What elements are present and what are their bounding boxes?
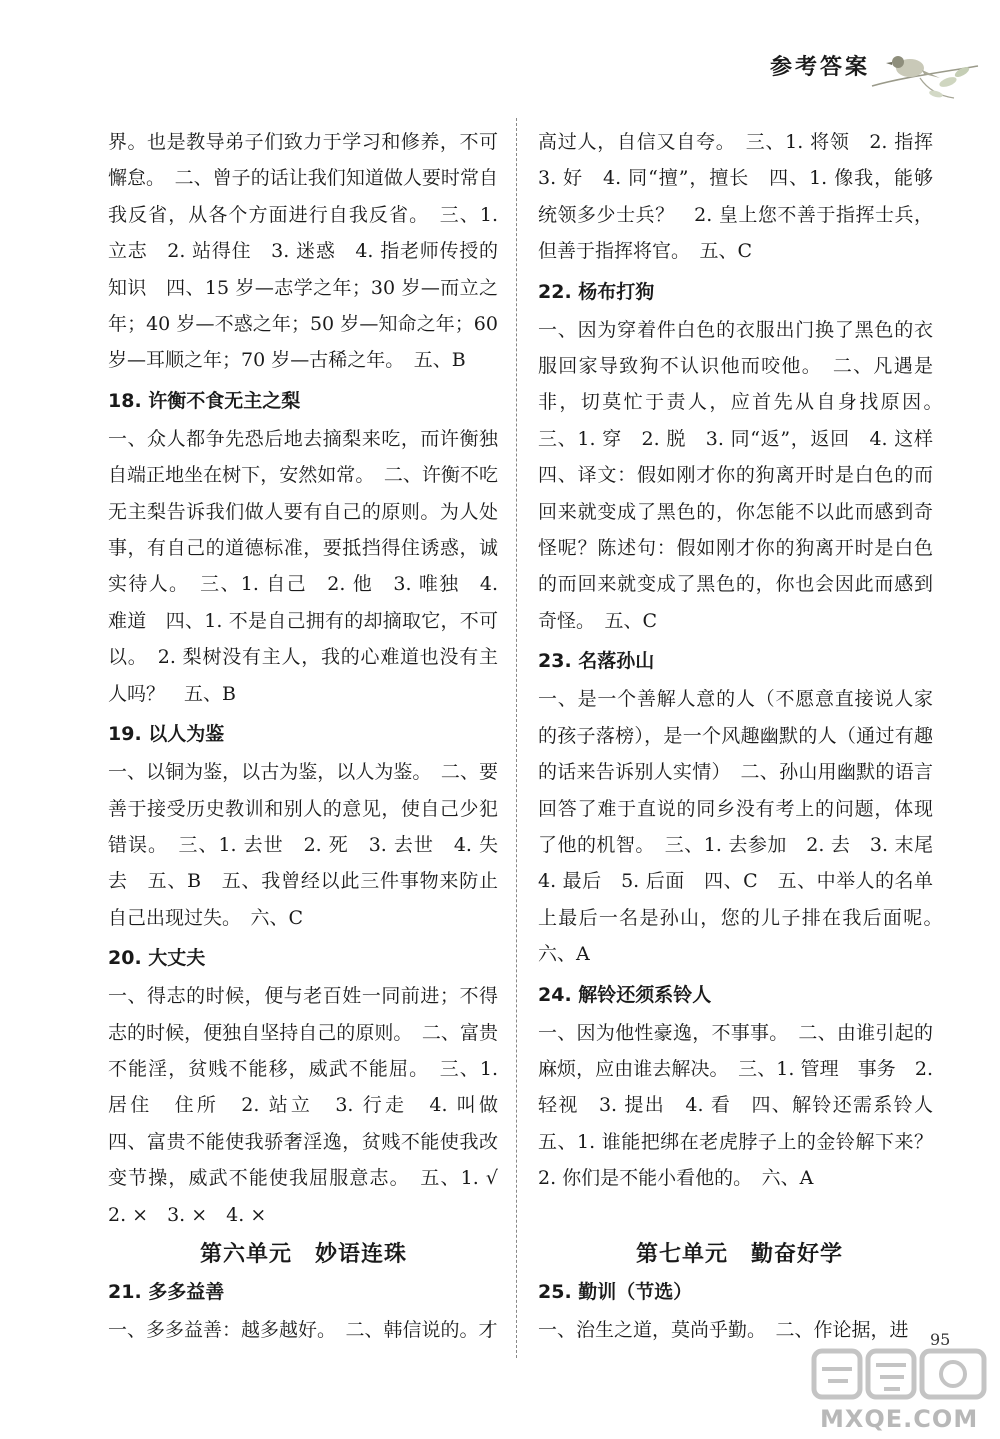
section-title: 23. 名落孙山 — [538, 650, 655, 673]
left-column — [108, 124, 518, 1233]
section-21 — [108, 1270, 498, 1348]
section-23 — [538, 643, 953, 972]
bird-branch-icon — [870, 38, 980, 108]
section-25 — [538, 1270, 933, 1348]
section-text: 一、众人都争先恐后地去摘梨来吃，而许衡独自端正地坐在树下，安然如常。 二、许衡不吃无主梨告诉我们做人要有自己的原则。为人处事，有自己的道德标准，要抵挡得住诱惑，诚实待人。 三、1. 自己 2. 他 3. 唯独 4. 难道 四、1. 不是自己拥有的却摘取它，不可以。 2. 梨树没有主人，我的心难道也没有主人吗？ 五、B — [108, 427, 498, 705]
unit-title-seven: 第七单元 勤奋好学 — [636, 1241, 844, 1267]
section-22 — [538, 274, 953, 640]
page-number: 95 — [930, 1330, 951, 1349]
section-text: 一、因为穿着件白色的衣服出门换了黑色的衣服回家导致狗不认识他而咬他。 二、凡遇是非，切莫忙于责人，应首先从自身找原因。 三、1. 穿 2. 脱 3. 同“返”，返回 4. 这样 四、译文：假如刚才你的狗离开时是白色的而回来就变成了黑色的，你怎能不以此而感到奇怪呢？陈述句：假如刚才你的狗离开时是白色的而回来就变成了黑色的，你也会因此而感到奇怪。 五、C — [538, 318, 953, 632]
right-column — [538, 124, 953, 1197]
section-24 — [538, 977, 953, 1197]
section-19 — [108, 716, 498, 936]
section-20 — [108, 940, 518, 1233]
left-intro-text: 界。也是教导弟子们致力于学习和修养，不可懈怠。 二、曾子的话让我们知道做人要时常自我反省，从各个方面进行自我反省。 三、1. 立志 2. 站得住 3. 迷惑 4. 指老师传授的知识 四、15 岁—志学之年；30 岁—而立之年；40 岁—不惑之年；50 岁—知命之年；60 岁—耳顺之年；70 岁—古稀之年。 五、B — [108, 131, 498, 372]
section-text: 一、是一个善解人意的人（不愿意直接说人家的孩子落榜），是一个风趣幽默的人（通过有趣的话来告诉别人实情） 二、孙山用幽默的语言回答了难于直说的同乡没有考上的问题，体现了他的机智。 三、1. 去参加 2. 去 3. 末尾 4. 最后 5. 后面 四、C 五、中举人的名单上最后一名是孙山，您的儿子排在我后面呢。 六、A — [538, 688, 953, 966]
section-title: 20. 大丈夫 — [108, 947, 206, 970]
section-18 — [108, 383, 498, 712]
header-title: 参考答案 — [770, 55, 871, 80]
section-title: 24. 解铃还须系铃人 — [538, 983, 712, 1006]
section-text: 一、以铜为鉴，以古为鉴，以人为鉴。 二、要善于接受历史教训和别人的意见，使自己少犯错误。 三、1. 去世 2. 死 3. 去世 4. 失去 五、B 五、我曾经以此三件事物来防止自己出现过失。 六、C — [108, 761, 498, 929]
section-title: 22. 杨布打狗 — [538, 280, 655, 303]
section-text: 一、得志的时候，便与老百姓一同前进；不得志的时候，便独自坚持自己的原则。 二、富贵不能淫，贫贱不能移，威武不能屈。 三、1. 居住 住所 2. 站立 3. 行走 4. 叫做 四、富贵不能使我骄奢淫逸，贫贱不能使我改变节操，威武不能使我屈服意志。 五、1. √ 2. × 3. × 4. × — [108, 985, 518, 1226]
section-title: 25. 勤训（节选） — [538, 1281, 693, 1303]
section-title: 21. 多多益善 — [108, 1281, 225, 1303]
section-text: 一、治生之道，莫尚乎勤。 二、作论据，进 — [538, 1319, 909, 1341]
right-intro-text: 高过人，自信又自夸。 三、1. 将领 2. 指挥 3. 好 4. 同“擅”，擅长 四、1. 像我，能够统领多少士兵？ 2. 皇上您不善于指挥士兵，但善于指挥将官。 五、C — [538, 131, 953, 263]
section-title: 19. 以人为鉴 — [108, 723, 225, 746]
section-text: 一、多多益善：越多越好。 二、韩信说的。才 — [108, 1319, 498, 1341]
unit-title-six: 第六单元 妙语连珠 — [200, 1241, 408, 1267]
section-title: 18. 许衡不食无主之梨 — [108, 389, 301, 412]
watermark-text: MXQE.COM — [820, 1405, 979, 1433]
section-text: 一、因为他性豪逸，不事事。 二、由谁引起的麻烦，应由谁去解决。 三、1. 管理 事务 2. 轻视 3. 提出 4. 看 四、解铃还需系铃人 五、1. 谁能把绑在老虎脖子上的金铃解下来？2. 你们是不能小看他的。 六、A — [538, 1021, 953, 1190]
